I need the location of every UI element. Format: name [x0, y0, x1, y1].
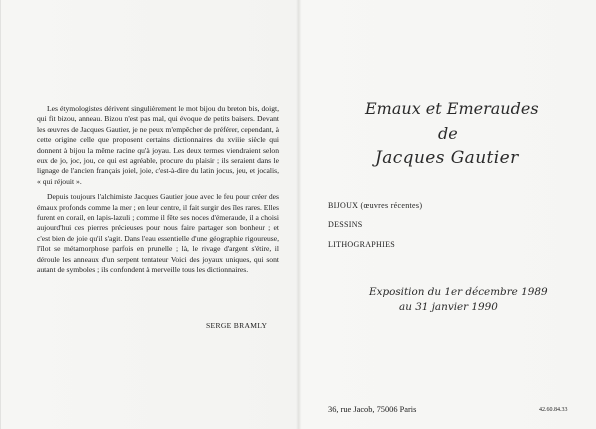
item-dessins: DESSINS [328, 220, 363, 229]
title-line-2: de [438, 124, 458, 143]
item-bijoux: BIJOUX (œuvres récentes) [328, 201, 423, 210]
essay-paragraph-2: Depuis toujours l'alchimiste Jacques Gautier joue avec le feu pour créer des émaux profonds comme la mer ; en leur centre, il fait surgir des îles rares. Elles furent en corail, en lapis-lazuli ; comme il fête ses noces d'émeraude, il a choisi aujourd'hui ces pierres précieuses pour nous faire partager son bonheur ; et c'est bien de joie qu'il s'agit. Dans l'eau essentielle d'une géographie rigoureuse, l'îlot se métamorphose parfois en prunelle ; là, le rivage d'argent s'étire, il déroule les anneaux d'un serpent tentateur Voici des joyaux uniques, qui sont autant de symboles ; ils confondent à merveille tous les dictionnaires. [37, 192, 279, 275]
essay-paragraph-1: Les étymologistes dérivent singulièrement le mot bijou du breton bis, doigt, qui fit bizou, anneau. Bizou n'est pas mal, qui évoque de petits baisers. Devant les œuvres de Jacques Gautier, je ne peux m'empêcher de préférer, cependant, à cette origine celle que proposent certains dictionnaires du xviiie siècle qui donnent à bijou la même racine qu'à joyau. Les deux termes viendraient selon eux de jo, joc, jou, ce qui est agréable, procure du plaisir ; ils seraient dans le lignage de l'ancien français joiel, joie, c'est-à-dire du latin jocus, jeu, et jocalis, « qui réjouit ». [37, 104, 279, 186]
exhibition-dates-line-1: Exposition du 1er décembre 1989 [369, 286, 548, 298]
gallery-phone: 42.60.84.33 [539, 407, 568, 413]
essay-text [37, 104, 279, 281]
exhibition-dates-line-2: au 31 janvier 1990 [399, 301, 498, 313]
author-signature: SERGE BRAMLY [206, 321, 268, 330]
gallery-address: 36, rue Jacob, 75006 Paris [328, 405, 417, 414]
item-lithographies: LITHOGRAPHIES [328, 240, 396, 249]
title-line-1: Emaux et Emeraudes [365, 99, 539, 118]
title-line-3: Jacques Gautier [375, 148, 519, 168]
